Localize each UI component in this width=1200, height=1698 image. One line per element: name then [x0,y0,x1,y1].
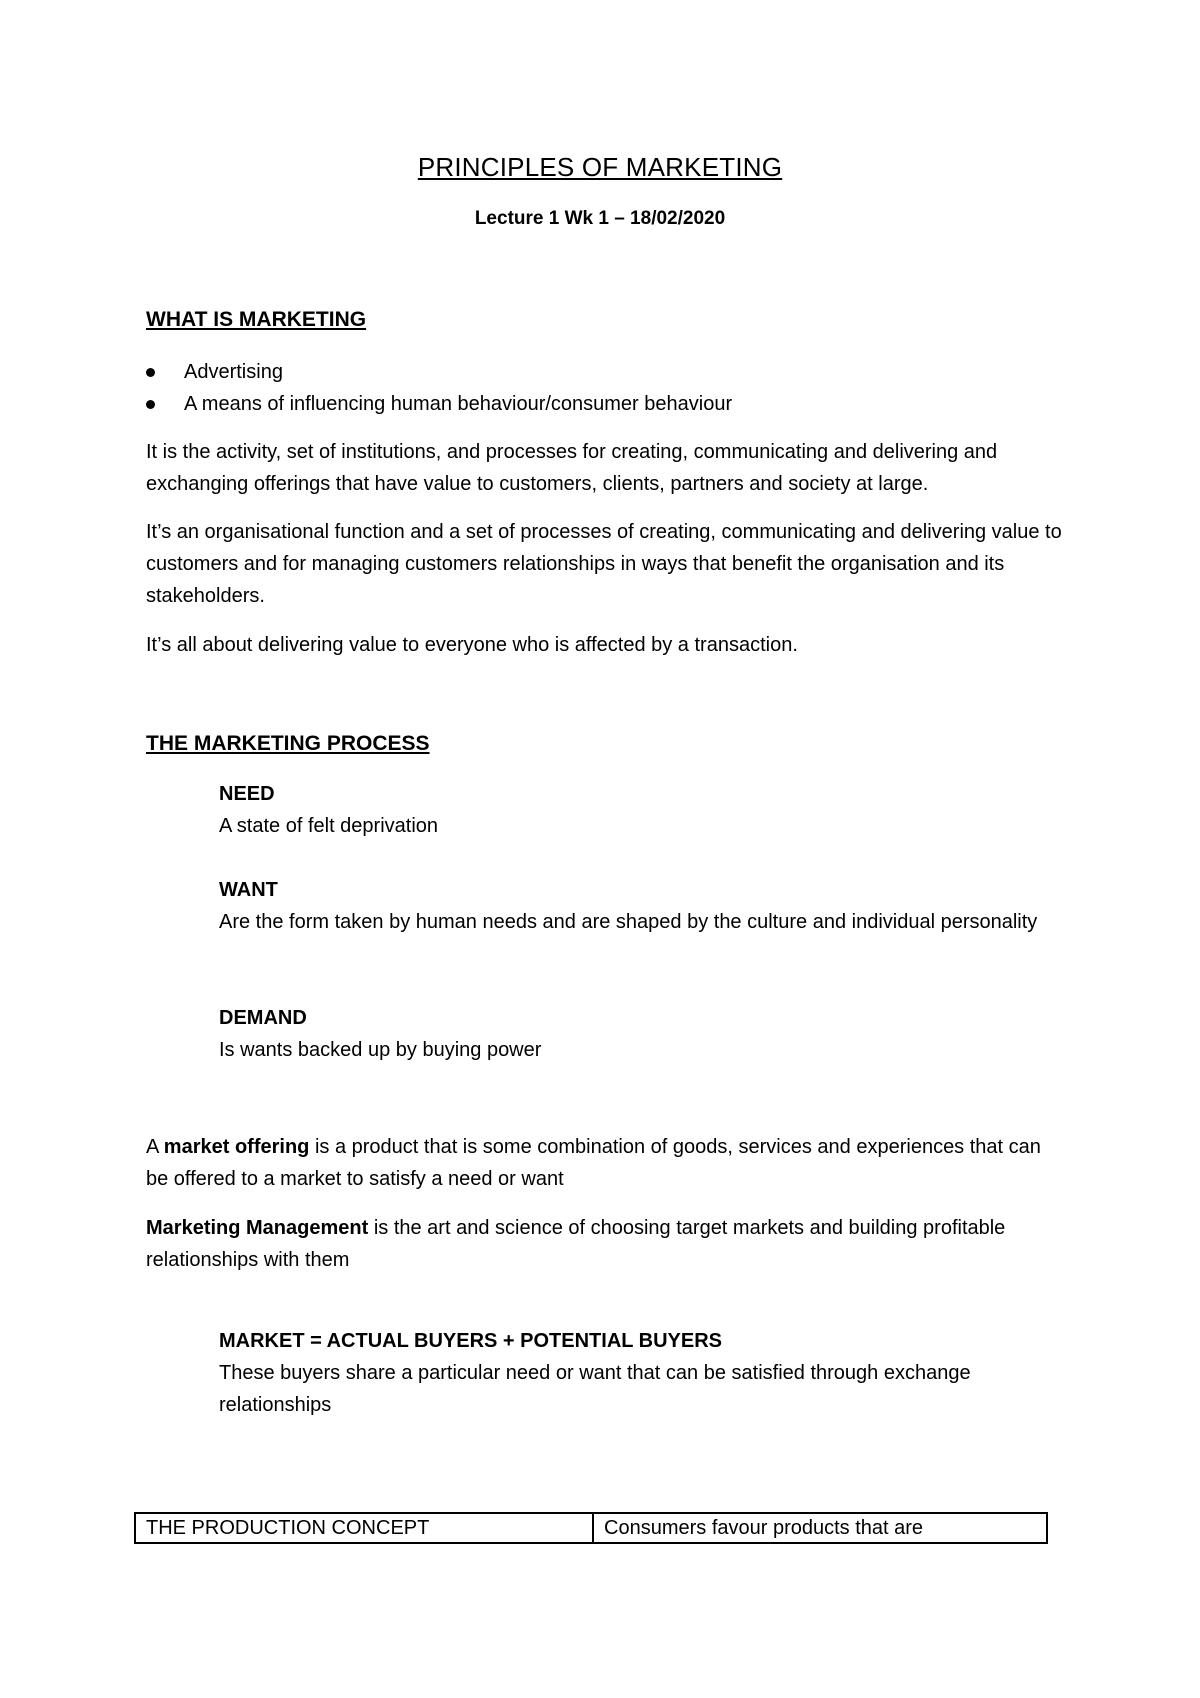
market-offering-prefix: A [146,1136,164,1158]
bullet-item [146,356,732,388]
term-label: NEED [219,783,275,805]
term-definition: Are the form taken by human needs and are shaped by the culture and individual personality [219,911,1038,933]
table-cell-concept: THE PRODUCTION CONCEPT [136,1514,594,1542]
bullet-item [146,388,732,420]
marketing-management-text: is the art and science of choosing target markets and building profitable relationships with them [146,1217,1006,1271]
term-definition: A state of felt deprivation [219,815,439,837]
term-need [219,778,1079,842]
market-definition [219,1325,1079,1421]
term-want [219,874,1079,938]
section-heading-marketing-process: THE MARKETING PROCESS [146,732,430,755]
marketing-management-term: Marketing Management [146,1217,369,1239]
term-definition: Is wants backed up by buying power [219,1039,542,1061]
paragraph-definition-2: It’s an organisational function and a set of processes of creating, communicating and delivering value to customers and for managing customers relationships in ways that benefit the organisation and its stakeholders. [146,521,1062,607]
term-label: WANT [219,879,278,901]
paragraph-market-offering [146,1131,1066,1195]
paragraph-definition-3: It’s all about delivering value to everyone who is affected by a transaction. [146,634,798,656]
concepts-table-row [134,1512,1048,1544]
page-title: PRINCIPLES OF MARKETING [417,152,783,182]
bullet-text: A means of influencing human behaviour/consumer behaviour [184,393,733,415]
term-demand [219,1002,1079,1066]
bullet-text: Advertising [184,361,283,383]
bullet-icon [146,400,155,409]
table-cell-description: Consumers favour products that are [604,1517,924,1539]
paragraph-marketing-management [146,1212,1066,1276]
term-label: DEMAND [219,1007,307,1029]
bullet-list [146,356,732,420]
paragraph-definition-1: It is the activity, set of institutions, and processes for creating, communicating and delivering and exchanging offerings that have value to customers, clients, partners and society at large. [146,441,998,495]
market-offering-term: market offering [163,1136,310,1158]
section-heading-what-is-marketing: WHAT IS MARKETING [146,308,367,331]
bullet-icon [146,368,155,377]
market-offering-text: is a product that is some combination of goods, services and experiences that can be offered to a market to satisfy a need or want [146,1136,1041,1190]
market-equation: MARKET = ACTUAL BUYERS + POTENTIAL BUYERS [219,1330,723,1352]
lecture-subtitle: Lecture 1 Wk 1 – 18/02/2020 [474,208,726,229]
market-explanation: These buyers share a particular need or want that can be satisfied through exchange relationships [219,1362,971,1416]
